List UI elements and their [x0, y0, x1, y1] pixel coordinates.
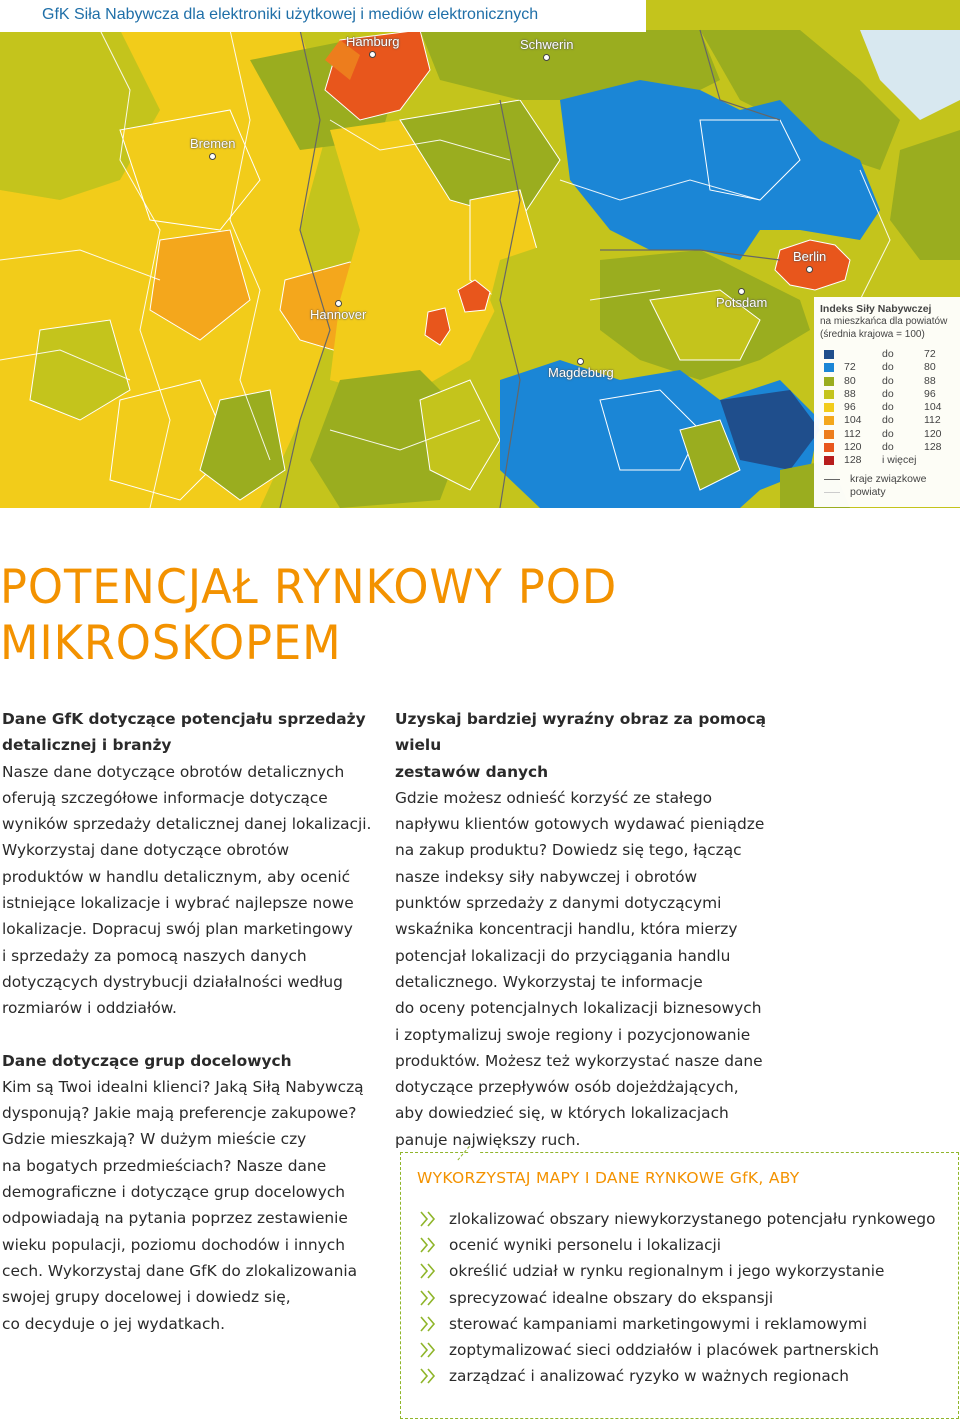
callout-list [419, 1206, 935, 1389]
heading-line: zestawów danych [395, 762, 549, 781]
text-line: dotyczące przepływów osób dojeżdżających, [395, 1078, 739, 1097]
headline-line: POTENCJAŁ RYNKOWY POD [0, 560, 618, 615]
city-name: Bremen [190, 136, 236, 151]
city-dot-icon [209, 153, 216, 160]
legend-word: do [882, 441, 894, 454]
text-line: na zakup produktu? Dowiedz się tego, łącząc [395, 841, 742, 860]
legend-swatch [824, 363, 834, 372]
heading-line: Uzyskaj bardziej wyraźny obraz za pomocą wielu [395, 710, 767, 755]
text-line: odpowiadają na pytania poprzez zestawienie [2, 1209, 348, 1228]
legend-from: 104 [844, 414, 862, 427]
city-dot-icon [577, 358, 584, 365]
purchasing-power-map [0, 0, 960, 508]
text-line: produktów. Możesz też wykorzystać nasze dane [395, 1051, 763, 1070]
city-label-bremen [190, 136, 236, 160]
city-dot-icon [369, 51, 376, 58]
state-border-line-icon [824, 479, 840, 480]
callout-item-text: zarządzać i analizować ryzyko w ważnych regionach [449, 1367, 849, 1386]
legend-to: 88 [924, 374, 936, 387]
legend-rows [820, 348, 956, 468]
legend-swatch [824, 443, 834, 452]
callout-list-item [419, 1363, 935, 1389]
section-heading-retail [2, 706, 372, 759]
legend-from: 112 [844, 427, 861, 440]
legend-word: do [882, 348, 894, 360]
callout-notch [469, 1152, 479, 1162]
text-line: Kim są Twoi idealni klienci? Jaką Siłą Nabywczą [2, 1077, 364, 1096]
text-line: dysponują? Jakie mają preferencje zakupowe? [2, 1104, 357, 1123]
text-line: wieku populacji, poziomu dochodów i innych [2, 1235, 345, 1254]
legend-row [820, 375, 956, 388]
legend-to: 112 [924, 414, 941, 427]
callout-title: WYKORZYSTAJ MAPY I DANE RYNKOWE GfK, ABY [417, 1169, 800, 1187]
callout-item-text: zoptymalizować sieci oddziałów i placówek partnerskich [449, 1340, 879, 1359]
legend-to: 128 [924, 441, 942, 454]
legend-district-border [820, 486, 956, 499]
text-line: na bogatych przedmieściach? Nasze dane [2, 1156, 327, 1175]
city-dot-icon [806, 266, 813, 273]
city-dot-icon [543, 54, 550, 61]
text-line: Wykorzystaj dane dotyczące obrotów [2, 841, 290, 860]
callout-list-item [419, 1285, 935, 1311]
legend-word: do [882, 401, 894, 414]
section-text-retail [2, 759, 372, 1022]
legend-word: i więcej [882, 454, 917, 467]
double-chevron-right-icon [419, 1237, 437, 1253]
legend-line-label: kraje związkowe [850, 472, 927, 485]
city-label-potsdam [716, 286, 767, 310]
text-line: cech. Wykorzystaj dane GfK do zlokalizowania [2, 1261, 358, 1280]
city-label-magdeburg [548, 356, 614, 380]
city-label-hamburg [346, 34, 399, 58]
city-name: Potsdam [716, 295, 768, 310]
text-line: swojej grupy docelowej i dowiedz się, [2, 1288, 291, 1307]
text-line: dotyczących dystrybucji działalności według [2, 972, 343, 991]
text-line: Nasze dane dotyczące obrotów detalicznych [2, 762, 345, 781]
double-chevron-right-icon [419, 1290, 437, 1306]
legend-swatch [824, 377, 834, 386]
double-chevron-right-icon [419, 1368, 437, 1384]
callout-item-text: zlokalizować obszary niewykorzystanego potencjału rynkowego [449, 1210, 936, 1228]
double-chevron-right-icon [419, 1211, 437, 1227]
double-chevron-right-icon [419, 1342, 437, 1358]
callout-list-item [419, 1206, 935, 1232]
headline-line: MIKROSKOPEM [0, 616, 342, 671]
legend-word: do [882, 387, 894, 400]
legend-to: 72 [924, 348, 936, 360]
legend-swatch [824, 403, 834, 412]
legend-to: 120 [924, 427, 942, 440]
district-border-line-icon [824, 492, 840, 493]
text-line: oferują szczegółowe informacje dotyczące [2, 788, 328, 807]
city-name: Magdeburg [548, 365, 614, 380]
callout-item-text: sterować kampaniami marketingowymi i reklamowymi [449, 1314, 867, 1333]
map-legend [814, 297, 960, 507]
callout-box [400, 1152, 959, 1419]
heading-line: detalicznej i branży [2, 736, 172, 755]
callout-list-item [419, 1232, 935, 1258]
text-line: wyników sprzedaży detalicznej danej lokalizacji. [2, 815, 372, 834]
text-line: Gdzie mieszkają? W dużym mieście czy [2, 1130, 307, 1149]
text-line: wskaźnika koncentracji handlu, która mierzy [395, 920, 738, 939]
callout-item-text: określić udział w rynku regionalnym i jego wykorzystanie [449, 1262, 885, 1281]
text-line: punktów sprzedaży z danymi dotyczącymi [395, 894, 722, 913]
legend-line-label: powiaty [850, 485, 886, 498]
city-label-hannover [310, 298, 366, 322]
section-text-target-groups [2, 1074, 372, 1337]
text-line: detalicznego. Wykorzystaj te informacje [395, 972, 703, 991]
city-label-berlin [793, 249, 826, 273]
text-line: potencjał lokalizacji do przyciągania handlu [395, 946, 731, 965]
legend-row [820, 401, 956, 414]
text-line: co decyduje o jej wydatkach. [2, 1314, 226, 1333]
legend-word: do [882, 414, 894, 427]
text-line: aby dowiedzieć się, w których lokalizacjach [395, 1104, 729, 1123]
legend-title: Indeks Siły Nabywczej [820, 303, 932, 315]
legend-from: 88 [844, 387, 856, 400]
legend-row [820, 388, 956, 401]
legend-from: 120 [844, 441, 862, 454]
text-line: produktów w handlu detalicznym, aby ocenić [2, 867, 351, 886]
legend-state-border [820, 473, 956, 486]
legend-row [820, 441, 956, 454]
legend-swatch [824, 416, 834, 425]
legend-word: do [882, 427, 894, 440]
double-chevron-right-icon [419, 1263, 437, 1279]
legend-to: 80 [924, 361, 936, 374]
legend-subtitle: (średnia krajowa = 100) [820, 329, 925, 340]
heading-line: Dane GfK dotyczące potencjału sprzedaży [2, 710, 366, 728]
legend-word: do [882, 374, 894, 387]
legend-row [820, 361, 956, 374]
text-line: demograficzne i dotyczące grup docelowych [2, 1183, 346, 1202]
legend-from: 96 [844, 401, 856, 414]
legend-row [820, 428, 956, 441]
section-text-datasets [395, 785, 785, 1153]
legend-word: do [882, 361, 894, 374]
city-name: Berlin [793, 249, 827, 264]
text-line: panuje największy ruch. [395, 1130, 581, 1149]
section-heading-target-groups: Dane dotyczące grup docelowych [2, 1051, 292, 1070]
city-dot-icon [738, 288, 745, 295]
legend-swatch [824, 390, 834, 399]
text-line: lokalizacje. Dopracuj swój plan marketingowy [2, 920, 353, 939]
legend-row [820, 454, 956, 467]
legend-swatch [824, 350, 834, 359]
text-line: do oceny potencjalnych lokalizacji biznesowych [395, 999, 762, 1018]
callout-list-item [419, 1258, 935, 1284]
legend-swatch [824, 456, 834, 465]
page-headline [0, 560, 617, 672]
text-line: napływu klientów gotowych wydawać pieniądze [395, 815, 765, 834]
right-column [395, 706, 785, 1179]
legend-row [820, 414, 956, 427]
city-dot-icon [335, 300, 342, 307]
callout-list-item [419, 1337, 935, 1363]
legend-from: 128 [844, 454, 862, 467]
section-heading-datasets [395, 706, 785, 785]
legend-to: 96 [924, 387, 936, 400]
legend-subtitle: na mieszkańca dla powiatów [820, 316, 948, 327]
text-line: i zoptymalizuj swoje regiony i pozycjonowanie [395, 1025, 751, 1044]
city-name: Schwerin [520, 37, 574, 52]
left-column [2, 706, 372, 1363]
city-label-schwerin [520, 37, 573, 61]
city-name: Hannover [310, 307, 367, 322]
text-line: i sprzedaży za pomocą naszych danych [2, 946, 307, 965]
callout-list-item [419, 1311, 935, 1337]
text-line: Gdzie możesz odnieść korzyść ze stałego [395, 788, 713, 807]
legend-from: 80 [844, 374, 856, 387]
double-chevron-right-icon [419, 1316, 437, 1332]
city-name: Hamburg [346, 34, 400, 49]
legend-to: 104 [924, 401, 942, 414]
legend-from: 72 [844, 361, 856, 374]
text-line: nasze indeksy siły nabywczej i obrotów [395, 867, 698, 886]
legend-row [820, 348, 956, 361]
legend-swatch [824, 430, 834, 439]
text-line: rozmiarów i oddziałów. [2, 999, 177, 1018]
callout-item-text: ocenić wyniki personelu i lokalizacji [449, 1236, 722, 1255]
callout-item-text: sprecyzować idealne obszary do ekspansji [449, 1288, 774, 1307]
map-title: GfK Siła Nabywcza dla elektroniki użytkowej i mediów elektronicznych [0, 0, 646, 32]
text-line: istniejące lokalizacje i wybrać najlepsze nowe [2, 894, 354, 913]
